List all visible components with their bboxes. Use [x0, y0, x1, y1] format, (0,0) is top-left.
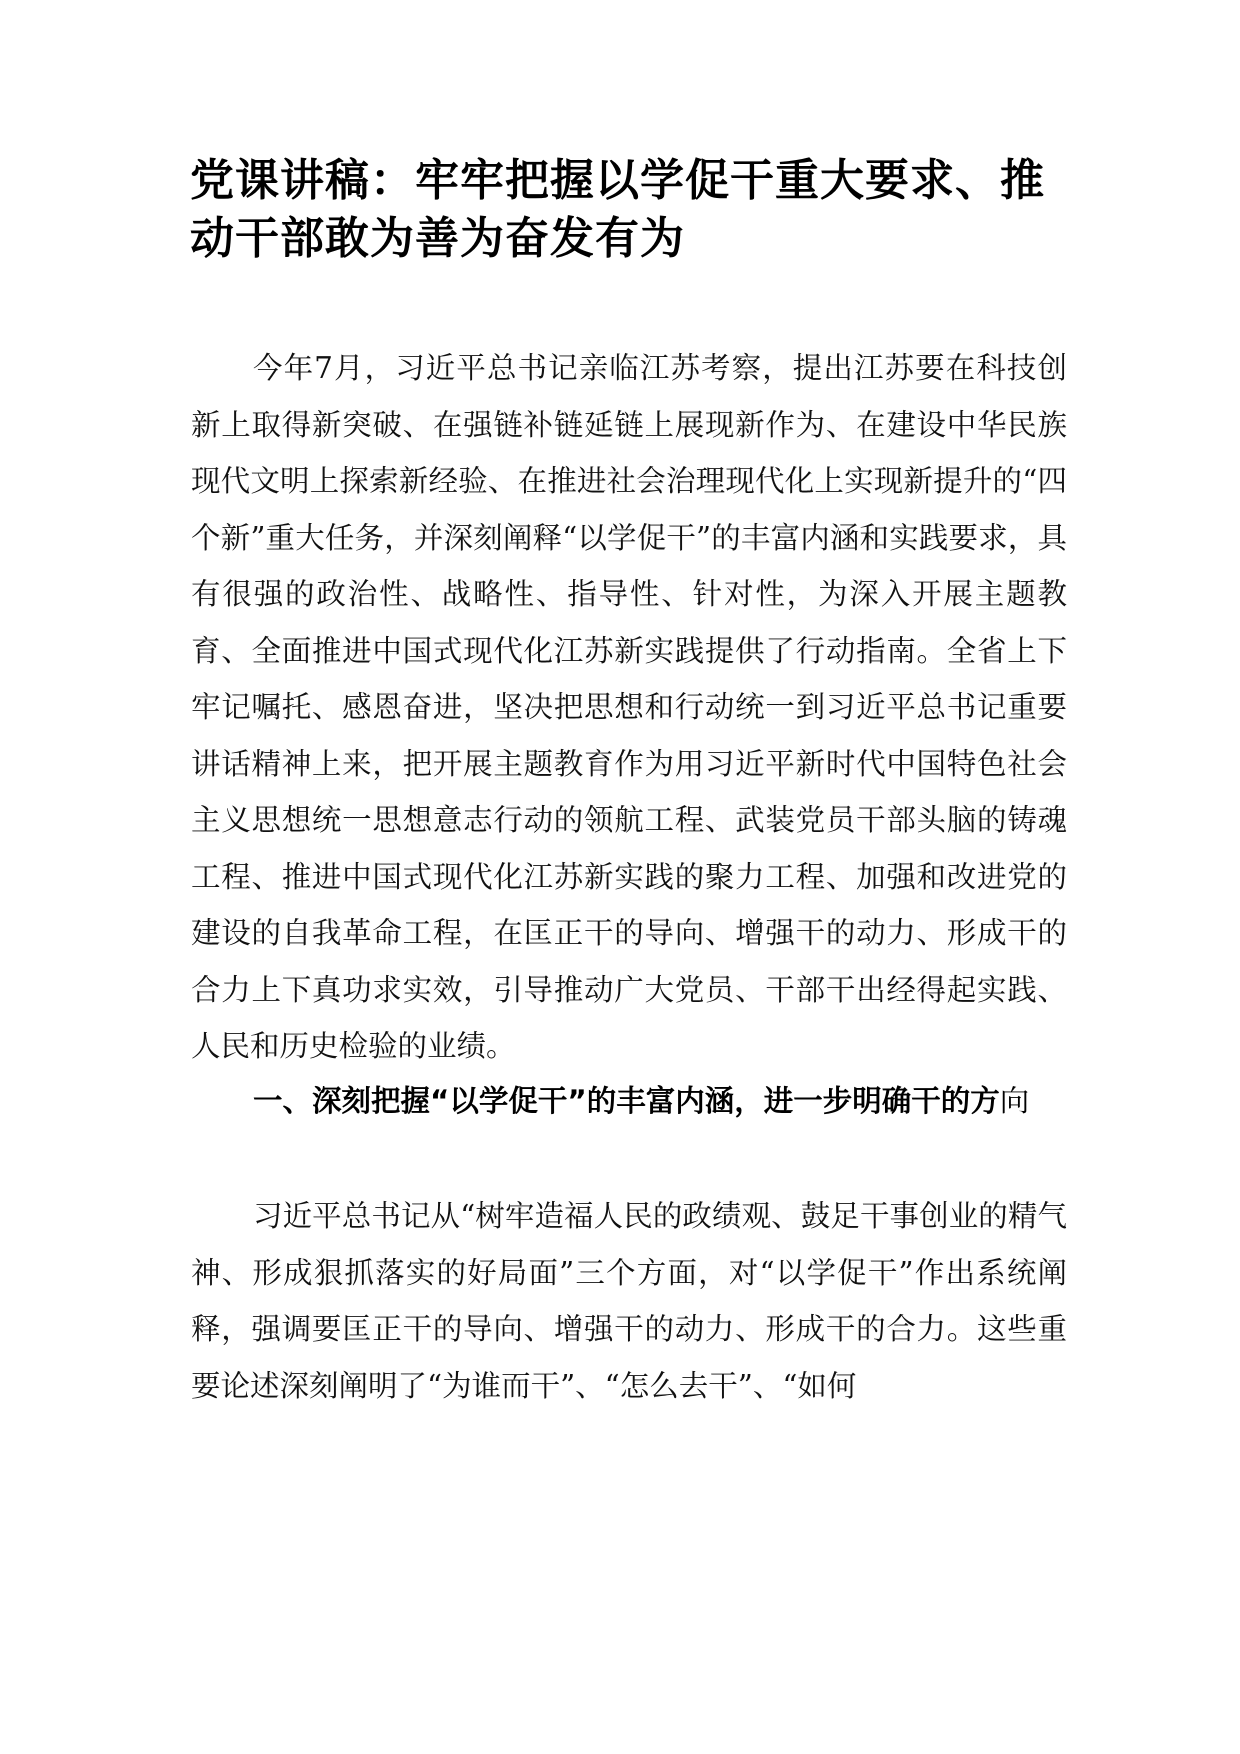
section-1-heading	[191, 1072, 1067, 1130]
body-paragraph-1: 今年7月，习近平总书记亲临江苏考察，提出江苏要在科技创新上取得新突破、在强链补链延链上展现新作为、在建设中华民族现代文明上探索新经验、在推进社会治理现代化上实现新提升的“四个新”重大任务，并深刻阐释“以学促干”的丰富内涵和实践要求，具有很强的政治性、战略性、指导性、针对性，为深入开展主题教育、全面推进中国式现代化江苏新实践提供了行动指南。全省上下牢记嘱托、感恩奋进，坚决把思想和行动统一到习近平总书记重要讲话精神上来，把开展主题教育作为用习近平新时代中国特色社会主义思想统一思想意志行动的领航工程、武装党员干部头脑的铸魂工程、推进中国式现代化江苏新实践的聚力工程、加强和改进党的建设的自我革命工程，在匡正干的导向、增强干的动力、形成干的合力上下真功求实效，引导推动广大党员、干部干出经得起实践、人民和历史检验的业绩。	[191, 351, 1067, 1063]
section-1-heading-continuation: 向	[999, 1084, 1030, 1118]
document-title: 党课讲稿：牢牢把握以学促干重大要求、推动干部敢为善为奋发有为	[190, 155, 1045, 264]
section-1-heading-bold: 一、深刻把握“以学促干”的丰富内涵，进一步明确干的方	[253, 1084, 1000, 1118]
body-paragraph-2: 习近平总书记从“树牢造福人民的政绩观、鼓足干事创业的精气神、形成狠抓落实的好局面”三个方面，对“以学促干”作出系统阐释，强调要匡正干的导向、增强干的动力、形成干的合力。这些重要论述深刻阐明了“为谁而干”、“怎么去干”、“如何	[191, 1199, 1067, 1403]
